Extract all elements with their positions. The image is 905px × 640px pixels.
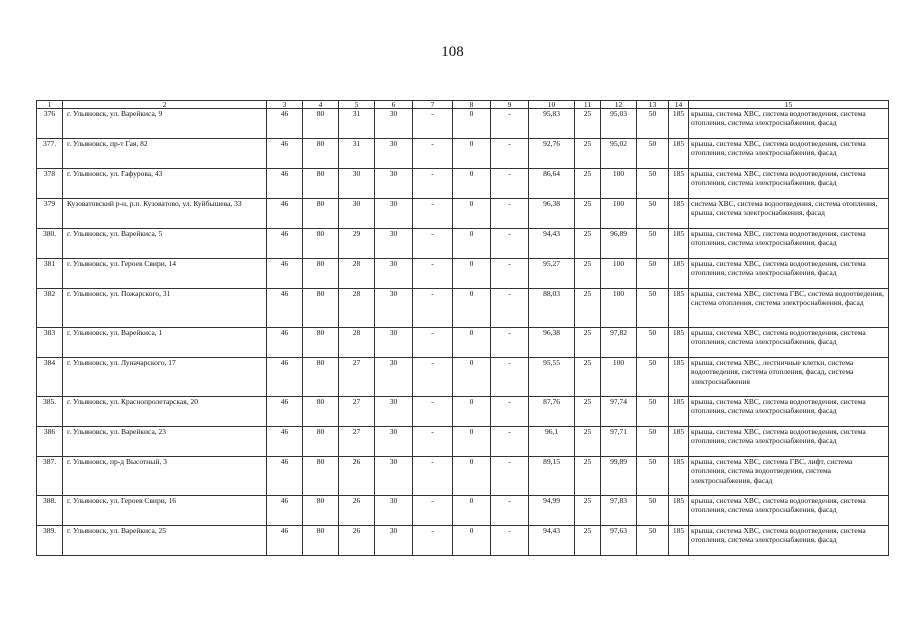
value-cell: 80 xyxy=(303,199,339,229)
value-cell: 27 xyxy=(339,397,375,427)
value-cell: 80 xyxy=(303,496,339,526)
page-number: 108 xyxy=(441,44,464,60)
address-cell: г. Ульяновск, пр-т Гая, 82 xyxy=(63,139,267,169)
table-row xyxy=(37,109,889,139)
column-header: 8 xyxy=(453,101,491,109)
value-cell: - xyxy=(491,229,529,259)
value-cell: - xyxy=(413,199,453,229)
value-cell: 0 xyxy=(453,328,491,358)
value-cell: 25 xyxy=(575,457,601,496)
table-body xyxy=(37,109,889,556)
value-cell: 28 xyxy=(339,289,375,328)
value-cell: 25 xyxy=(575,427,601,457)
value-cell: - xyxy=(413,328,453,358)
address-cell: г. Ульяновск, ул. Луначарского, 17 xyxy=(63,358,267,397)
value-cell: 100 xyxy=(601,169,637,199)
value-cell: 25 xyxy=(575,139,601,169)
value-cell: 46 xyxy=(267,289,303,328)
value-cell: 30 xyxy=(375,139,413,169)
address-cell: г. Ульяновск, ул. Героев Свири, 14 xyxy=(63,259,267,289)
value-cell: 30 xyxy=(375,457,413,496)
row-number: 383 xyxy=(37,328,63,358)
value-cell: 0 xyxy=(453,457,491,496)
address-cell: г. Ульяновск, ул. Гафурова, 43 xyxy=(63,169,267,199)
value-cell: 80 xyxy=(303,457,339,496)
value-cell: 30 xyxy=(375,229,413,259)
value-cell: 29 xyxy=(339,229,375,259)
table-row xyxy=(37,259,889,289)
value-cell: - xyxy=(491,259,529,289)
value-cell: 0 xyxy=(453,397,491,427)
row-number: 389. xyxy=(37,526,63,556)
value-cell: 80 xyxy=(303,328,339,358)
value-cell: - xyxy=(491,199,529,229)
value-cell: - xyxy=(413,358,453,397)
table-row xyxy=(37,229,889,259)
row-number: 380. xyxy=(37,229,63,259)
value-cell: - xyxy=(413,139,453,169)
works-cell: крыша, система ХВС, система водоотведения, система отопления, система электроснабжения, фасад xyxy=(689,526,889,556)
value-cell: 46 xyxy=(267,259,303,289)
value-cell: 50 xyxy=(637,358,669,397)
header-row xyxy=(37,101,889,109)
value-cell: 80 xyxy=(303,427,339,457)
value-cell: 46 xyxy=(267,427,303,457)
works-cell: крыша, система ХВС, система водоотведения, система отопления, система электроснабжения, фасад xyxy=(689,259,889,289)
column-header: 15 xyxy=(689,101,889,109)
table-row xyxy=(37,358,889,397)
row-number: 378 xyxy=(37,169,63,199)
value-cell: 95,02 xyxy=(601,139,637,169)
value-cell: - xyxy=(491,328,529,358)
row-number: 388. xyxy=(37,496,63,526)
value-cell: 87,76 xyxy=(529,397,575,427)
value-cell: 30 xyxy=(375,427,413,457)
value-cell: 100 xyxy=(601,289,637,328)
value-cell: 31 xyxy=(339,109,375,139)
address-cell: г. Ульяновск, ул. Варейкиса, 23 xyxy=(63,427,267,457)
value-cell: 46 xyxy=(267,457,303,496)
value-cell: 25 xyxy=(575,169,601,199)
value-cell: 92,76 xyxy=(529,139,575,169)
table-row xyxy=(37,169,889,199)
value-cell: 185 xyxy=(669,397,689,427)
value-cell: - xyxy=(413,259,453,289)
value-cell: 46 xyxy=(267,139,303,169)
value-cell: 50 xyxy=(637,427,669,457)
value-cell: 94,43 xyxy=(529,526,575,556)
works-cell: крыша, система ХВС, лестничные клетки, система водоотведения, система отопления, фасад, система электроснабжения xyxy=(689,358,889,397)
value-cell: - xyxy=(491,109,529,139)
column-header: 14 xyxy=(669,101,689,109)
value-cell: 96,1 xyxy=(529,427,575,457)
value-cell: 80 xyxy=(303,229,339,259)
value-cell: 30 xyxy=(375,328,413,358)
works-cell: крыша, система ХВС, система водоотведения, система отопления, система электроснабжения, фасад xyxy=(689,139,889,169)
value-cell: 30 xyxy=(375,259,413,289)
value-cell: - xyxy=(491,139,529,169)
address-cell: г. Ульяновск, ул. Варейкиса, 5 xyxy=(63,229,267,259)
works-cell: крыша, система ХВС, система ГВС, лифт, система отопления, система водоотведения, система электроснабжения, фасад xyxy=(689,457,889,496)
value-cell: - xyxy=(413,169,453,199)
value-cell: 50 xyxy=(637,328,669,358)
data-table xyxy=(36,100,889,556)
table-row xyxy=(37,397,889,427)
value-cell: 185 xyxy=(669,169,689,199)
value-cell: - xyxy=(491,289,529,328)
column-header: 2 xyxy=(63,101,267,109)
value-cell: 30 xyxy=(375,199,413,229)
table-row xyxy=(37,328,889,358)
value-cell: - xyxy=(413,496,453,526)
value-cell: 0 xyxy=(453,109,491,139)
value-cell: 50 xyxy=(637,397,669,427)
row-number: 387. xyxy=(37,457,63,496)
works-cell: крыша, система ХВС, система водоотведения, система отопления, система электроснабжения, фасад xyxy=(689,397,889,427)
value-cell: 0 xyxy=(453,199,491,229)
address-cell: г. Ульяновск, ул. Варейкиса, 25 xyxy=(63,526,267,556)
table-row xyxy=(37,289,889,328)
value-cell: - xyxy=(413,397,453,427)
value-cell: 95,03 xyxy=(601,109,637,139)
address-cell: г. Ульяновск, ул. Варейкиса, 1 xyxy=(63,328,267,358)
address-cell: г. Ульяновск, ул. Пожарского, 31 xyxy=(63,289,267,328)
value-cell: 97,82 xyxy=(601,328,637,358)
value-cell: 30 xyxy=(375,109,413,139)
works-cell: крыша, система ХВС, система водоотведения, система отопления, система электроснабжения, фасад xyxy=(689,109,889,139)
address-cell: г. Ульяновск, ул. Варейкиса, 9 xyxy=(63,109,267,139)
value-cell: 80 xyxy=(303,289,339,328)
works-cell: крыша, система ХВС, система водоотведения, система отопления, система электроснабжения, фасад xyxy=(689,427,889,457)
value-cell: 95,55 xyxy=(529,358,575,397)
value-cell: - xyxy=(491,169,529,199)
works-cell: крыша, система ХВС, система ГВС, система водоотведения, система отопления, система электроснабжения, фасад xyxy=(689,289,889,328)
value-cell: 89,15 xyxy=(529,457,575,496)
value-cell: 185 xyxy=(669,427,689,457)
value-cell: 95,83 xyxy=(529,109,575,139)
table-row xyxy=(37,199,889,229)
value-cell: 46 xyxy=(267,169,303,199)
value-cell: 185 xyxy=(669,457,689,496)
value-cell: 50 xyxy=(637,229,669,259)
row-number: 379 xyxy=(37,199,63,229)
value-cell: 80 xyxy=(303,358,339,397)
value-cell: 25 xyxy=(575,229,601,259)
value-cell: 30 xyxy=(339,169,375,199)
value-cell: - xyxy=(413,427,453,457)
value-cell: - xyxy=(491,427,529,457)
column-header: 10 xyxy=(529,101,575,109)
value-cell: 97,63 xyxy=(601,526,637,556)
address-cell: Кузоватовский р-н, р.п. Кузоватово, ул. Куйбышева, 33 xyxy=(63,199,267,229)
value-cell: 0 xyxy=(453,139,491,169)
value-cell: 25 xyxy=(575,109,601,139)
value-cell: 97,83 xyxy=(601,496,637,526)
value-cell: 0 xyxy=(453,169,491,199)
value-cell: 80 xyxy=(303,397,339,427)
value-cell: 100 xyxy=(601,259,637,289)
value-cell: 0 xyxy=(453,259,491,289)
value-cell: 30 xyxy=(375,496,413,526)
value-cell: 95,27 xyxy=(529,259,575,289)
value-cell: 25 xyxy=(575,358,601,397)
value-cell: 185 xyxy=(669,328,689,358)
column-header: 7 xyxy=(413,101,453,109)
value-cell: 185 xyxy=(669,199,689,229)
value-cell: 25 xyxy=(575,526,601,556)
value-cell: 50 xyxy=(637,496,669,526)
value-cell: - xyxy=(491,397,529,427)
value-cell: 97,71 xyxy=(601,427,637,457)
value-cell: 86,64 xyxy=(529,169,575,199)
value-cell: 46 xyxy=(267,397,303,427)
value-cell: 28 xyxy=(339,328,375,358)
row-number: 382 xyxy=(37,289,63,328)
value-cell: 25 xyxy=(575,259,601,289)
value-cell: 28 xyxy=(339,259,375,289)
address-cell: г. Ульяновск, ул. Героев Свири, 16 xyxy=(63,496,267,526)
value-cell: 30 xyxy=(339,199,375,229)
table-row xyxy=(37,139,889,169)
value-cell: 0 xyxy=(453,289,491,328)
value-cell: 25 xyxy=(575,496,601,526)
value-cell: 100 xyxy=(601,199,637,229)
value-cell: 96,38 xyxy=(529,199,575,229)
value-cell: 30 xyxy=(375,169,413,199)
value-cell: 185 xyxy=(669,358,689,397)
value-cell: 185 xyxy=(669,109,689,139)
row-number: 385. xyxy=(37,397,63,427)
value-cell: - xyxy=(491,496,529,526)
table-row xyxy=(37,496,889,526)
value-cell: 50 xyxy=(637,289,669,328)
value-cell: 185 xyxy=(669,229,689,259)
value-cell: 94,99 xyxy=(529,496,575,526)
value-cell: 27 xyxy=(339,358,375,397)
column-header: 6 xyxy=(375,101,413,109)
value-cell: - xyxy=(491,526,529,556)
value-cell: - xyxy=(413,109,453,139)
value-cell: 50 xyxy=(637,457,669,496)
value-cell: 88,03 xyxy=(529,289,575,328)
value-cell: 100 xyxy=(601,358,637,397)
value-cell: 26 xyxy=(339,496,375,526)
works-cell: крыша, система ХВС, система водоотведения, система отопления, система электроснабжения, фасад xyxy=(689,496,889,526)
value-cell: 26 xyxy=(339,457,375,496)
value-cell: 50 xyxy=(637,199,669,229)
value-cell: - xyxy=(413,289,453,328)
value-cell: 25 xyxy=(575,397,601,427)
value-cell: 0 xyxy=(453,526,491,556)
value-cell: 185 xyxy=(669,526,689,556)
value-cell: 25 xyxy=(575,289,601,328)
value-cell: - xyxy=(413,229,453,259)
value-cell: 26 xyxy=(339,526,375,556)
value-cell: 46 xyxy=(267,358,303,397)
value-cell: 46 xyxy=(267,229,303,259)
value-cell: 0 xyxy=(453,427,491,457)
value-cell: 185 xyxy=(669,289,689,328)
column-header: 11 xyxy=(575,101,601,109)
value-cell: 25 xyxy=(575,328,601,358)
value-cell: 80 xyxy=(303,526,339,556)
value-cell: 80 xyxy=(303,259,339,289)
value-cell: 30 xyxy=(375,526,413,556)
value-cell: 185 xyxy=(669,259,689,289)
value-cell: 80 xyxy=(303,109,339,139)
value-cell: - xyxy=(491,457,529,496)
value-cell: 80 xyxy=(303,169,339,199)
column-header: 1 xyxy=(37,101,63,109)
value-cell: 30 xyxy=(375,289,413,328)
row-number: 377. xyxy=(37,139,63,169)
row-number: 376 xyxy=(37,109,63,139)
value-cell: 50 xyxy=(637,109,669,139)
column-header: 13 xyxy=(637,101,669,109)
value-cell: 46 xyxy=(267,328,303,358)
value-cell: 27 xyxy=(339,427,375,457)
column-header: 4 xyxy=(303,101,339,109)
value-cell: 96,38 xyxy=(529,328,575,358)
works-cell: крыша, система ХВС, система водоотведения, система отопления, система электроснабжения, фасад xyxy=(689,169,889,199)
value-cell: 94,43 xyxy=(529,229,575,259)
row-number: 384 xyxy=(37,358,63,397)
value-cell: 0 xyxy=(453,358,491,397)
value-cell: 46 xyxy=(267,199,303,229)
row-number: 381 xyxy=(37,259,63,289)
value-cell: 46 xyxy=(267,496,303,526)
works-cell: крыша, система ХВС, система водоотведения, система отопления, система электроснабжения, фасад xyxy=(689,229,889,259)
value-cell: - xyxy=(413,457,453,496)
value-cell: 46 xyxy=(267,526,303,556)
value-cell: 185 xyxy=(669,139,689,169)
value-cell: 97,74 xyxy=(601,397,637,427)
column-header: 5 xyxy=(339,101,375,109)
column-header: 3 xyxy=(267,101,303,109)
value-cell: 96,89 xyxy=(601,229,637,259)
value-cell: 50 xyxy=(637,169,669,199)
table-row xyxy=(37,427,889,457)
value-cell: 30 xyxy=(375,397,413,427)
value-cell: 0 xyxy=(453,496,491,526)
value-cell: 31 xyxy=(339,139,375,169)
row-number: 386 xyxy=(37,427,63,457)
address-cell: г. Ульяновск, пр-д Высотный, 3 xyxy=(63,457,267,496)
column-header: 12 xyxy=(601,101,637,109)
value-cell: 185 xyxy=(669,496,689,526)
value-cell: 30 xyxy=(375,358,413,397)
value-cell: - xyxy=(491,358,529,397)
works-cell: система ХВС, система водоотведения, система отопления, крыша, система электроснабжения, фасад xyxy=(689,199,889,229)
value-cell: 50 xyxy=(637,139,669,169)
value-cell: 50 xyxy=(637,526,669,556)
works-cell: крыша, система ХВС, система водоотведения, система отопления, система электроснабжения, фасад xyxy=(689,328,889,358)
value-cell: 50 xyxy=(637,259,669,289)
value-cell: 25 xyxy=(575,199,601,229)
value-cell: - xyxy=(413,526,453,556)
column-header: 9 xyxy=(491,101,529,109)
address-cell: г. Ульяновск, ул. Краснопролетарская, 20 xyxy=(63,397,267,427)
value-cell: 80 xyxy=(303,139,339,169)
table-row xyxy=(37,457,889,496)
value-cell: 46 xyxy=(267,109,303,139)
table-row xyxy=(37,526,889,556)
value-cell: 99,89 xyxy=(601,457,637,496)
value-cell: 0 xyxy=(453,229,491,259)
